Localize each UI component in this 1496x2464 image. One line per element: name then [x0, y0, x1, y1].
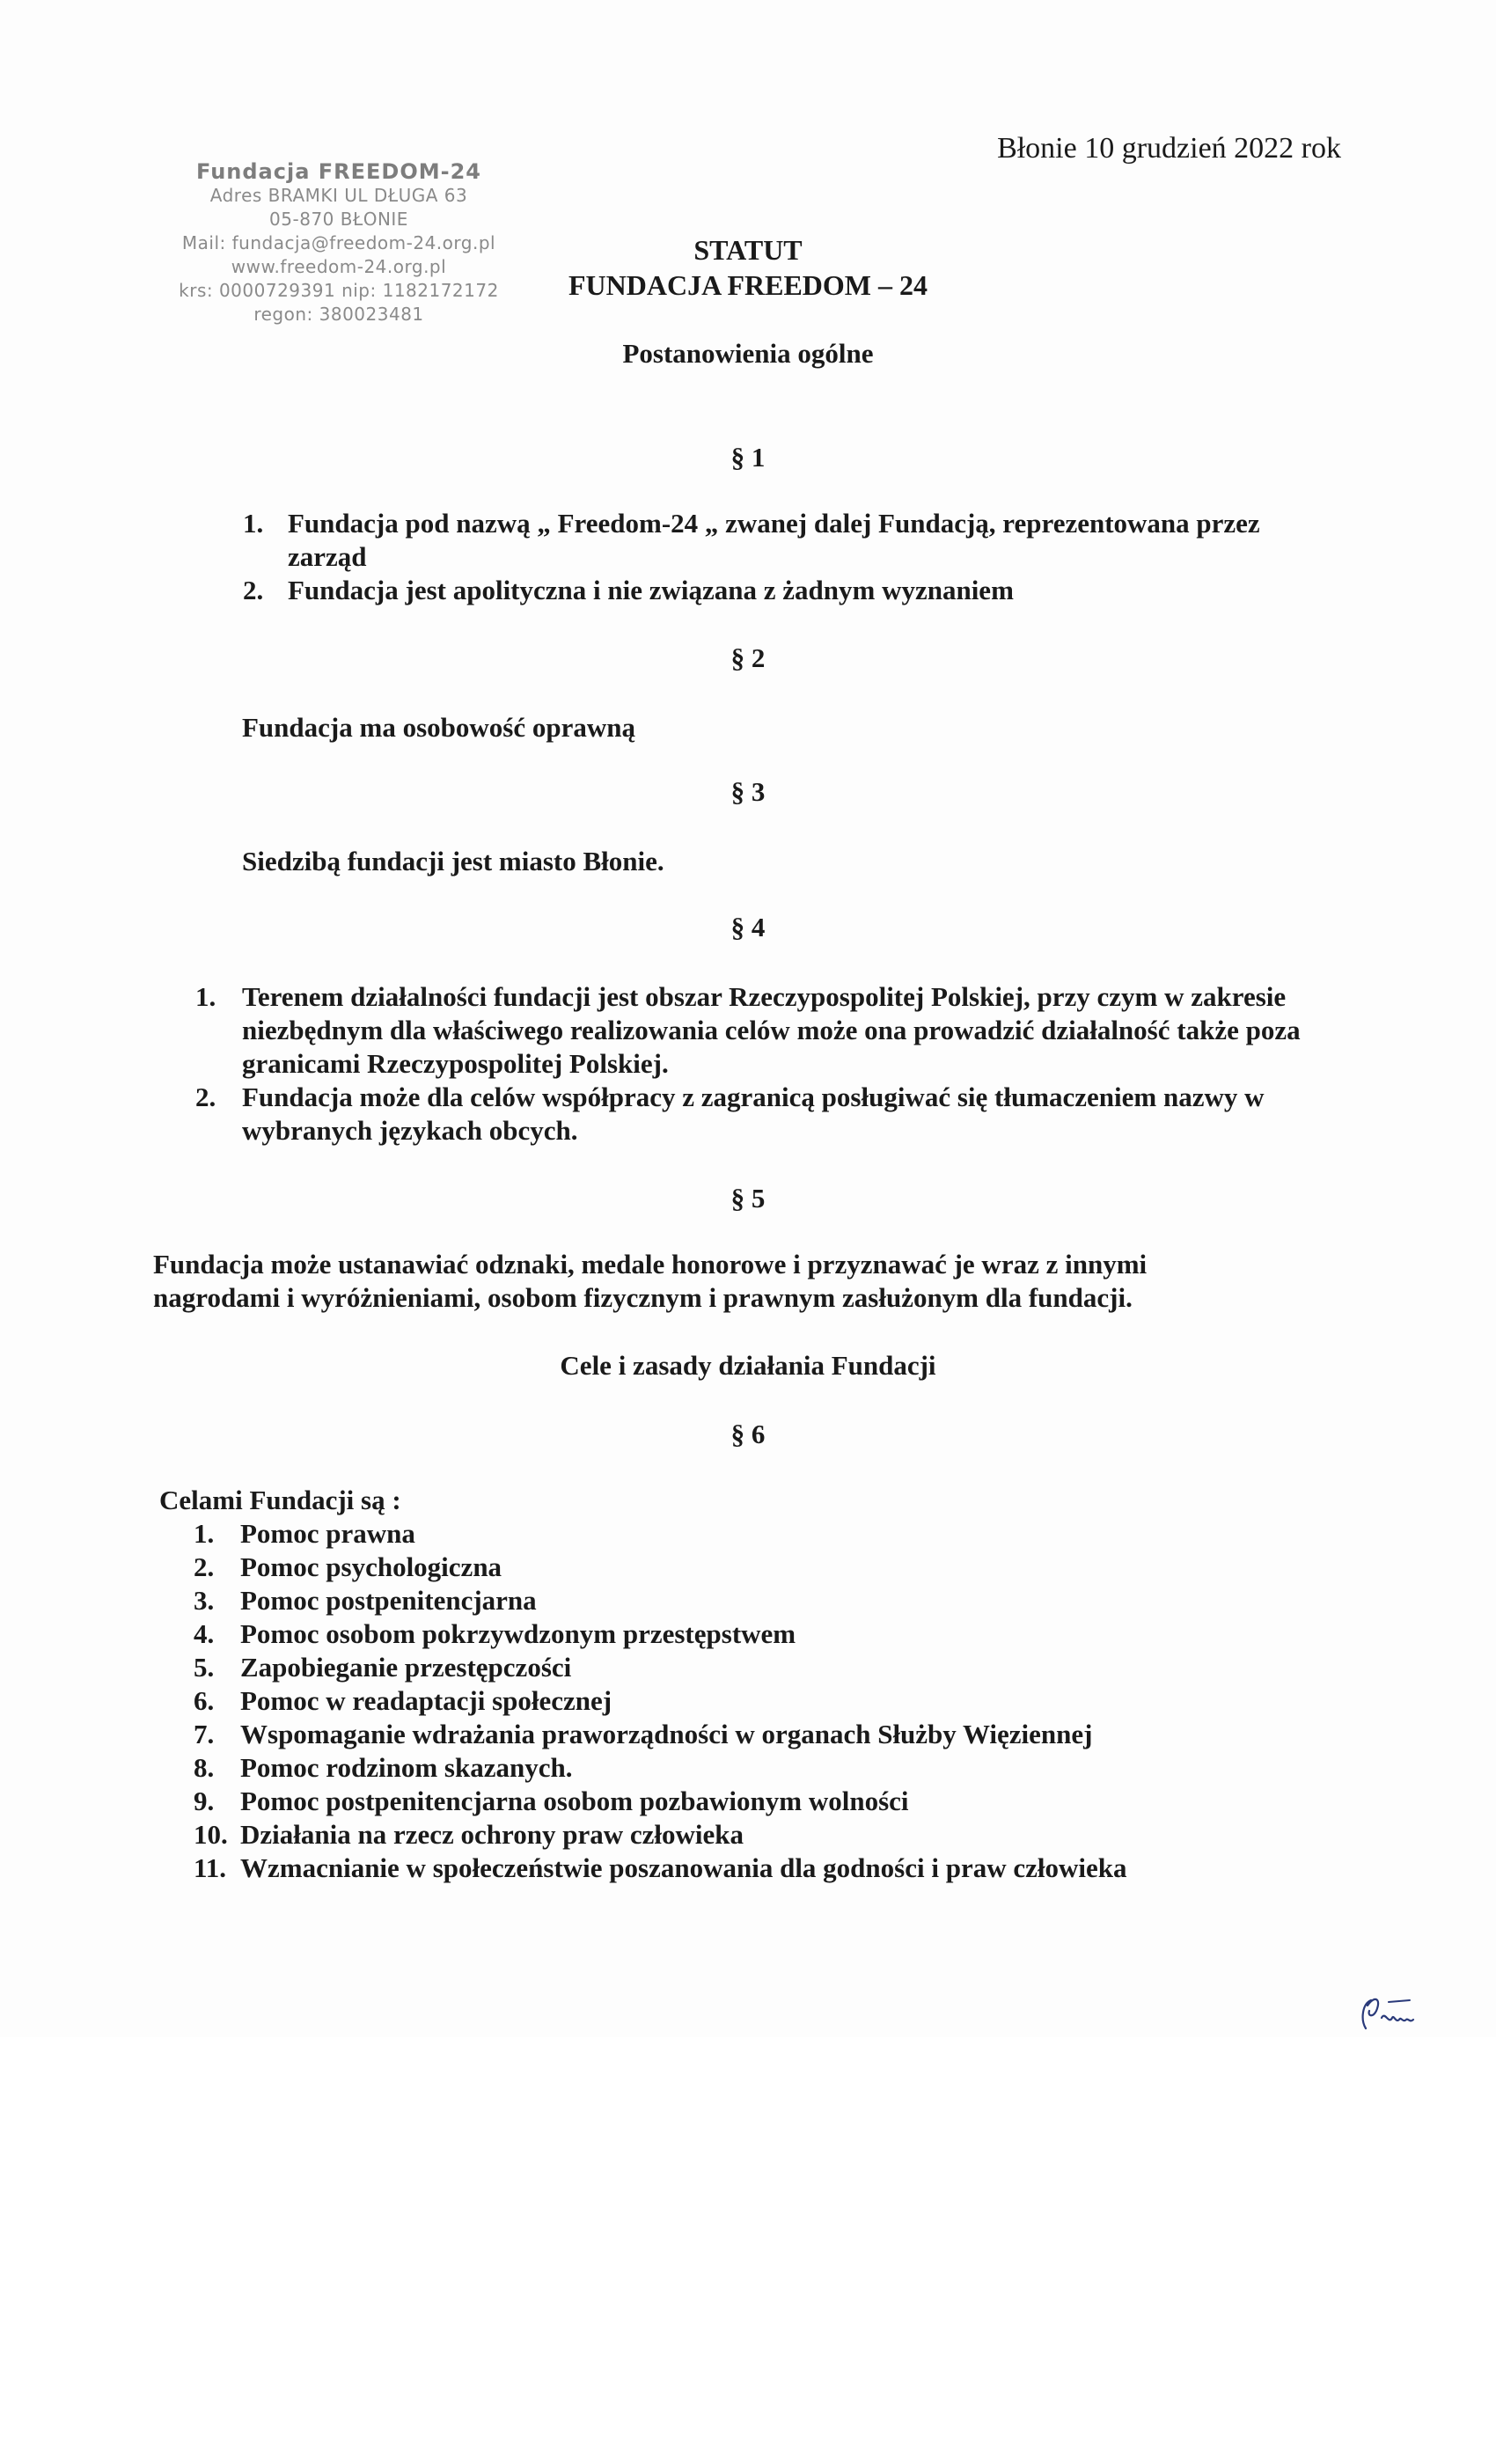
- stamp-line: Fundacja FREEDOM-24: [196, 159, 481, 184]
- list-item-text: Pomoc w readaptacji społecznej: [240, 1685, 612, 1716]
- list-item-number: 6.: [194, 1685, 215, 1716]
- paragraph-2-text: Fundacja ma osobowość oprawną: [242, 712, 635, 743]
- list-item-number: 1.: [194, 1518, 215, 1549]
- stamp-line: krs: 0000729391 nip: 1182172172: [179, 280, 499, 301]
- list-item-text: Pomoc rodzinom skazanych.: [240, 1752, 573, 1783]
- paragraph-6-intro: Celami Fundacji są :: [159, 1485, 401, 1515]
- signature-icon: [1355, 1984, 1426, 2037]
- stamp-line: Adres BRAMKI UL DŁUGA 63: [209, 185, 468, 206]
- list-item: [194, 1684, 1338, 1718]
- list-item-number: 5.: [194, 1652, 215, 1683]
- paragraph-mark-5: § 5: [730, 1183, 766, 1214]
- paragraph-4-list: [195, 980, 1339, 1148]
- list-item: [194, 1852, 1338, 1885]
- list-item-number: 1.: [243, 508, 264, 539]
- list-item-number: 4.: [194, 1618, 215, 1649]
- section-heading-goals: Cele i zasady działania Fundacji: [560, 1350, 936, 1381]
- goals-list: [194, 1517, 1338, 1885]
- list-item-number: 1.: [195, 981, 216, 1012]
- list-item: [243, 507, 1343, 574]
- list-item-text: Fundacja może dla celów współpracy z zagranicą posługiwać się tłumaczeniem nazwy w wybranych językach obcych.: [242, 1082, 1265, 1146]
- list-item-number: 8.: [194, 1752, 215, 1783]
- list-item: [243, 574, 1343, 607]
- list-item: [194, 1517, 1338, 1551]
- list-item-text: Pomoc postpenitencjarna osobom pozbawionym wolności: [240, 1786, 909, 1816]
- paragraph-1-list: [243, 507, 1343, 607]
- list-item-number: 7.: [194, 1719, 215, 1749]
- list-item: [194, 1718, 1338, 1751]
- list-item: [194, 1751, 1338, 1785]
- document-subtitle: FUNDACJA FREEDOM – 24: [568, 269, 928, 301]
- paragraph-3-text: Siedzibą fundacji jest miasto Błonie.: [242, 846, 664, 876]
- list-item-text: Fundacja pod nazwą „ Freedom-24 „ zwanej dalej Fundacją, reprezentowana przez zarząd: [288, 508, 1260, 572]
- list-item-text: Wzmacnianie w społeczeństwie poszanowania dla godności i praw człowieka: [240, 1852, 1127, 1883]
- paragraph-5-text: Fundacja może ustanawiać odznaki, medale honorowe i przyznawać je wraz z innymi nagrodami i wyróżnieniami, osobom fizycznym i prawnym zasłużonym dla fundacji.: [153, 1249, 1148, 1313]
- paragraph-mark-3: § 3: [730, 776, 766, 807]
- stamp-line: Mail: fundacja@freedom-24.org.pl: [181, 232, 496, 253]
- paragraph-mark-4: § 4: [730, 912, 766, 942]
- list-item-text: Wspomaganie wdrażania praworządności w organach Służby Więziennej: [240, 1719, 1093, 1749]
- list-item: [195, 980, 1339, 1081]
- list-item-number: 2.: [194, 1551, 215, 1582]
- list-item-number: 2.: [195, 1082, 216, 1112]
- document-title: STATUT: [693, 234, 803, 266]
- list-item-number: 3.: [194, 1585, 215, 1616]
- list-item: [194, 1551, 1338, 1584]
- list-item-text: Pomoc psychologiczna: [240, 1551, 502, 1582]
- paragraph-mark-1: § 1: [730, 442, 766, 473]
- list-item: [195, 1081, 1339, 1148]
- list-item-text: Działania na rzecz ochrony praw człowieka: [240, 1819, 744, 1850]
- list-item-text: Zapobieganie przestępczości: [240, 1652, 572, 1683]
- list-item: [194, 1617, 1338, 1651]
- paragraph-mark-2: § 2: [730, 642, 766, 673]
- list-item-text: Pomoc osobom pokrzywdzonym przestępstwem: [240, 1618, 796, 1649]
- list-item-number: 11.: [194, 1852, 227, 1883]
- handwritten-initials: [1355, 1984, 1426, 2042]
- paragraph-mark-6: § 6: [730, 1419, 766, 1449]
- stamp-line: 05-870 BŁONIE: [269, 209, 408, 230]
- section-heading-general: Postanowienia ogólne: [622, 338, 874, 369]
- list-item: [194, 1818, 1338, 1852]
- stamp-line: www.freedom-24.org.pl: [231, 256, 447, 277]
- list-item-number: 9.: [194, 1786, 215, 1816]
- list-item-text: Pomoc postpenitencjarna: [240, 1585, 537, 1616]
- document-date: Błonie 10 grudzień 2022 rok: [997, 132, 1341, 165]
- list-item: [194, 1785, 1338, 1818]
- list-item-number: 2.: [243, 575, 264, 605]
- list-item-text: Terenem działalności fundacji jest obszar Rzeczypospolitej Polskiej, przy czym w zakresie niezbędnym dla właściwego realizowania celów może ona prowadzić działalność także poza granicami Rzeczypospolitej Polskiej.: [242, 981, 1301, 1079]
- list-item-text: Fundacja jest apolityczna i nie związana z żadnym wyznaniem: [288, 575, 1014, 605]
- list-item: [194, 1584, 1338, 1617]
- list-item-number: 10.: [194, 1819, 228, 1850]
- list-item: [194, 1651, 1338, 1684]
- stamp-line: regon: 380023481: [253, 304, 424, 325]
- list-item-text: Pomoc prawna: [240, 1518, 415, 1549]
